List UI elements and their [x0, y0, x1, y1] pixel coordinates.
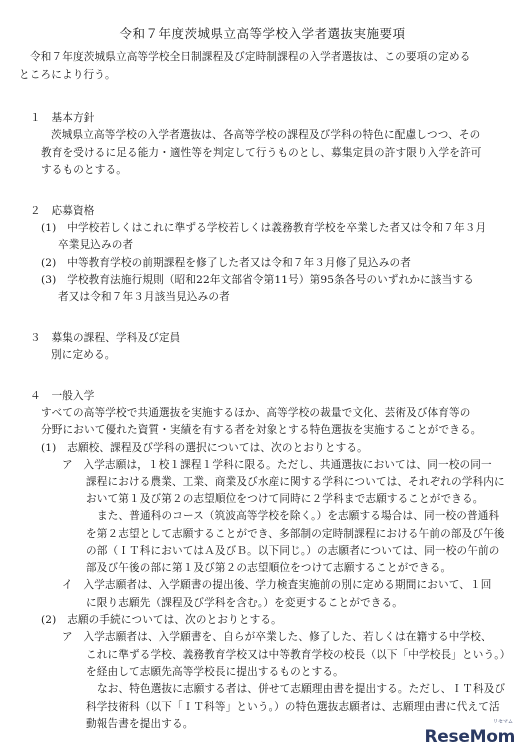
sub-item-continuation: を第２志望として志願することができ、多部制の定時制課程における午前の部及び午後 — [86, 528, 505, 540]
list-item-continuation: 者又は令和７年３月該当見込みの者 — [58, 291, 230, 303]
list-item: (2) 中等教育学校の前期課程を修了した者又は令和７年３月修了見込みの者 — [41, 257, 411, 269]
section-heading: １ 基本方針 — [30, 112, 95, 124]
list-item: (1) 志願校、課程及び学科の選択については、次のとおりとする。 — [41, 442, 368, 454]
sub-item-continuation: おいて第１及び第２の志望順位をつけて同時に２学科まで志願することができる。 — [86, 493, 484, 505]
sub-item: イ 入学志願者は、入学願書の提出後、学力検査実施前の別に定める期間において、１回 — [62, 579, 492, 591]
sub-item-continuation: の部（ＩＴ科においてはＡ及びＢ。以下同じ。）の志願者については、同一校の午前の — [86, 545, 500, 557]
sub-item-continuation: に限り志願先（課程及び学科を含む。）を変更することができる。 — [86, 597, 404, 609]
sub-item-continuation: を経由して志願先高等学校長に提出するものとする。 — [86, 666, 344, 678]
paragraph-line: 別に定める。 — [51, 349, 116, 361]
paragraph-line: すべての高等学校で共通選抜を実施するほか、高等学校の裁量で文化、芸術及び体育等の — [41, 407, 471, 419]
section-heading: ３ 募集の課程、学科及び定員 — [30, 332, 181, 344]
sub-item-continuation: また、普通科のコース（筑波高等学校を除く。）を志願する場合は、同一校の普通科 — [97, 510, 500, 522]
page-title: 令和７年度茨城県立高等学校入学者選抜実施要項 — [119, 26, 406, 41]
section-heading: ４ 一般入学 — [30, 390, 95, 402]
sub-item-continuation: なお、特色選抜に志願する者は、併せて志願理由書を提出する。ただし、ＩＴ科及び — [97, 683, 506, 695]
paragraph-line: するものとする。 — [41, 164, 127, 176]
section-heading: ２ 応募資格 — [30, 205, 95, 217]
list-item-continuation: 卒業見込みの者 — [58, 239, 134, 251]
sub-item-continuation: 動報告書を提出する。 — [86, 718, 194, 730]
watermark-subtext: リセマム — [493, 719, 513, 725]
paragraph-line: 分野において優れた資質・実績を有する者を対象とする特色選抜を実施することができる。 — [41, 424, 482, 436]
intro-line: ところにより行う。 — [19, 69, 116, 81]
watermark-text: ReseMom — [424, 727, 515, 747]
resemom-watermark-logo — [424, 719, 515, 750]
sub-item-continuation: 課程における農業、工業、商業及び水産に関する学科については、それぞれの学科内に — [86, 476, 505, 488]
sub-item: ア 入学志願は，１校１課程１学科に限る。ただし、共通選抜においては、同一校の同一 — [62, 459, 492, 471]
list-item: (3) 学校教育法施行規則（昭和22年文部省令第11号）第95条各号のいずれかに該当する — [41, 274, 474, 286]
list-item: (2) 志願の手続については、次のとおりとする。 — [41, 614, 282, 626]
sub-item-continuation: 科学技術科（以下「ＩＴ科等」という。）の特色選抜志願者は、志願理由書に代えて活 — [86, 701, 500, 713]
sub-item-continuation: これに準ずる学校、義務教育学校又は中等教育学校の校長（以下「中学校長」という。） — [86, 649, 511, 661]
paragraph-line: 茨城県立高等学校の入学者選抜は、各高等学校の課程及び学科の特色に配慮しつつ、その — [51, 129, 481, 141]
sub-item: ア 入学志願者は、入学願書を、自らが卒業した、修了した、若しくは在籍する中学校、 — [62, 631, 492, 643]
sub-item-continuation: 部及び午後の部に第１及び第２の志望順位をつけて志願することができる。 — [86, 562, 452, 574]
paragraph-line: 教育を受けるに足る能力・適性等を判定して行うものとし、募集定員の許す限り入学を許可 — [41, 147, 482, 159]
list-item: (1) 中学校若しくはこれに準ずる学校若しくは義務教育学校を卒業した者又は令和７年３月 — [41, 222, 487, 234]
intro-line: 令和７年度茨城県立高等学校全日制課程及び定時制課程の入学者選抜は、この要項の定める — [30, 51, 471, 63]
